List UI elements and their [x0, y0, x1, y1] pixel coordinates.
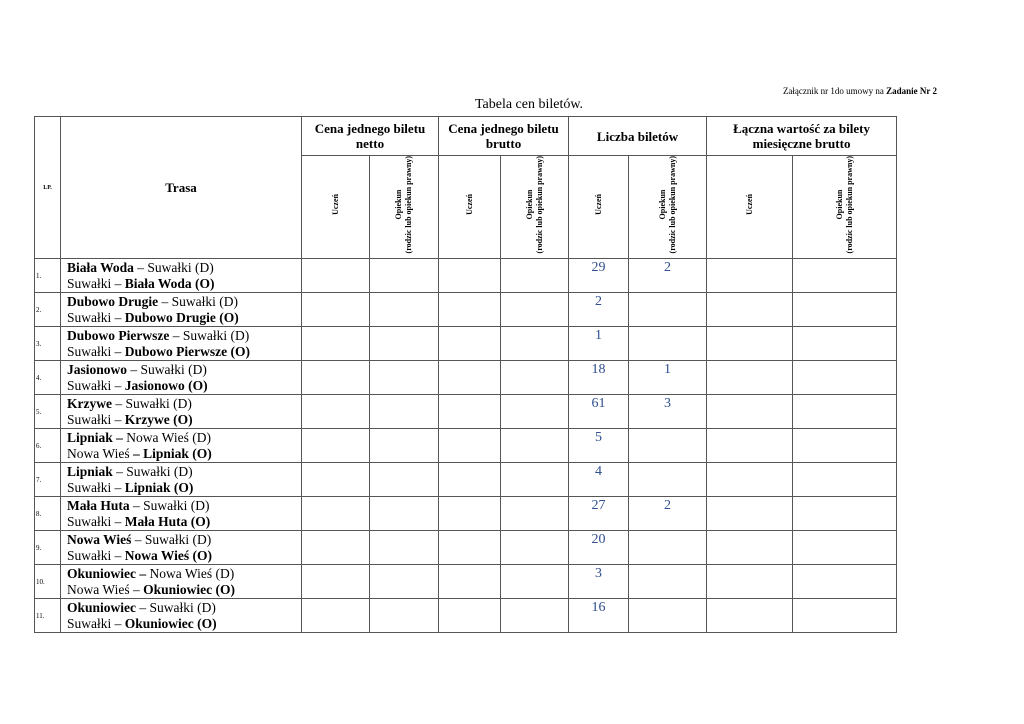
row-number: 2.: [35, 293, 61, 327]
header-row-groups: [35, 117, 897, 156]
count-opiekun-cell: 2: [629, 259, 707, 293]
brutto-uczen-cell: [439, 259, 501, 293]
route-return: [67, 310, 301, 326]
route-cell: [61, 361, 302, 395]
route-cell: [61, 293, 302, 327]
netto-uczen-cell: [302, 293, 370, 327]
route-segment: Suwałki –: [67, 514, 125, 530]
route-segment: Suwałki –: [67, 276, 125, 292]
row-number: 9.: [35, 531, 61, 565]
route-segment: Suwałki –: [67, 310, 125, 326]
table-row: [35, 395, 897, 429]
netto-uczen-cell: [302, 327, 370, 361]
route-segment: Krzywe: [67, 396, 112, 412]
netto-opiekun-cell: [370, 293, 439, 327]
table-row: [35, 259, 897, 293]
annex-task: Zadanie Nr 2: [886, 86, 937, 96]
row-number: 4.: [35, 361, 61, 395]
annex-prefix: Załącznik nr 1do umowy na: [782, 86, 887, 96]
netto-opiekun-cell: [370, 259, 439, 293]
netto-uczen-cell: [302, 599, 370, 633]
brutto-opiekun-cell: [501, 395, 569, 429]
route-cell: [61, 463, 302, 497]
netto-uczen-cell: [302, 531, 370, 565]
count-uczen-cell: 3: [569, 565, 629, 599]
count-uczen-cell: 61: [569, 395, 629, 429]
route-segment: Biała Woda: [67, 260, 134, 276]
route-cell: [61, 259, 302, 293]
count-opiekun-cell: 1: [629, 361, 707, 395]
route-segment: – Suwałki (D): [158, 294, 239, 310]
table-row: [35, 599, 897, 633]
route-outbound: [67, 600, 301, 616]
subheader-count-uczen: Uczeń: [569, 156, 629, 259]
brutto-opiekun-cell: [501, 565, 569, 599]
brutto-uczen-cell: [439, 565, 501, 599]
route-segment: Suwałki –: [67, 480, 125, 496]
brutto-uczen-cell: [439, 361, 501, 395]
total-uczen-cell: [707, 429, 793, 463]
route-segment: Dubowo Drugie: [67, 294, 159, 310]
table-row: [35, 293, 897, 327]
route-segment: – Lipniak (O): [132, 446, 212, 462]
total-uczen-cell: [707, 599, 793, 633]
netto-uczen-cell: [302, 361, 370, 395]
annex-note: [0, 86, 937, 96]
route-segment: Okuniowiec (O): [143, 582, 235, 598]
route-cell: [61, 429, 302, 463]
route-segment: Okuniowiec: [67, 600, 137, 616]
brutto-opiekun-cell: [501, 361, 569, 395]
route-return: [67, 616, 301, 632]
route-outbound: [67, 260, 301, 276]
count-opiekun-cell: 2: [629, 497, 707, 531]
netto-opiekun-cell: [370, 429, 439, 463]
netto-uczen-cell: [302, 565, 370, 599]
route-segment: Okuniowiec (O): [124, 616, 217, 632]
route-segment: – Suwałki (D): [129, 498, 210, 514]
row-number: 3.: [35, 327, 61, 361]
route-segment: – Suwałki (D): [136, 600, 216, 616]
route-cell: [61, 531, 302, 565]
count-uczen-cell: 4: [569, 463, 629, 497]
route-outbound: [67, 464, 301, 480]
route-cell: [61, 327, 302, 361]
brutto-opiekun-cell: [501, 259, 569, 293]
total-uczen-cell: [707, 395, 793, 429]
count-uczen-cell: 16: [569, 599, 629, 633]
route-segment: – Suwałki (D): [127, 362, 207, 378]
route-outbound: [67, 294, 301, 310]
brutto-opiekun-cell: [501, 531, 569, 565]
netto-opiekun-cell: [370, 497, 439, 531]
total-opiekun-cell: [793, 565, 897, 599]
brutto-opiekun-cell: [501, 327, 569, 361]
route-segment: – Suwałki (D): [112, 464, 193, 480]
header-ticket-count: Liczba biletów: [569, 117, 707, 156]
route-segment: – Suwałki (D): [111, 396, 192, 412]
total-uczen-cell: [707, 293, 793, 327]
header-price-brutto: Cena jednego biletu brutto: [439, 117, 569, 156]
route-segment: Lipniak: [67, 464, 113, 480]
route-cell: [61, 599, 302, 633]
route-segment: Dubowo Pierwsze: [67, 328, 170, 344]
route-segment: Nowa Wieś (D): [122, 430, 211, 446]
header-price-netto: Cena jednego biletu netto: [302, 117, 439, 156]
brutto-opiekun-cell: [501, 293, 569, 327]
route-segment: Lipniak (O): [124, 480, 194, 496]
count-opiekun-cell: 3: [629, 395, 707, 429]
count-uczen-cell: 5: [569, 429, 629, 463]
header-lp: LP.: [35, 117, 61, 259]
route-segment: Suwałki –: [67, 344, 125, 360]
total-opiekun-cell: [793, 395, 897, 429]
count-opiekun-cell: [629, 429, 707, 463]
total-opiekun-cell: [793, 599, 897, 633]
netto-opiekun-cell: [370, 599, 439, 633]
netto-opiekun-cell: [370, 395, 439, 429]
brutto-uczen-cell: [439, 463, 501, 497]
route-outbound: [67, 396, 301, 412]
route-segment: Suwałki –: [67, 412, 125, 428]
count-opiekun-cell: [629, 531, 707, 565]
route-outbound: [67, 362, 301, 378]
route-cell: [61, 497, 302, 531]
netto-opiekun-cell: [370, 361, 439, 395]
route-segment: – Suwałki (D): [169, 328, 250, 344]
route-outbound: [67, 532, 301, 548]
route-segment: Dubowo Drugie (O): [124, 310, 239, 326]
table-row: [35, 497, 897, 531]
route-segment: Dubowo Pierwsze (O): [124, 344, 250, 360]
row-number: 6.: [35, 429, 61, 463]
total-uczen-cell: [707, 497, 793, 531]
netto-uczen-cell: [302, 463, 370, 497]
count-uczen-cell: 29: [569, 259, 629, 293]
route-return: [67, 514, 301, 530]
route-segment: Okuniowiec –: [67, 566, 147, 582]
netto-opiekun-cell: [370, 327, 439, 361]
total-uczen-cell: [707, 361, 793, 395]
count-opiekun-cell: [629, 599, 707, 633]
row-number: 7.: [35, 463, 61, 497]
netto-uczen-cell: [302, 429, 370, 463]
route-cell: [61, 565, 302, 599]
brutto-uczen-cell: [439, 531, 501, 565]
subheader-total-uczen: Uczeń: [707, 156, 793, 259]
route-segment: Lipniak –: [67, 430, 123, 446]
total-opiekun-cell: [793, 429, 897, 463]
total-uczen-cell: [707, 531, 793, 565]
count-opiekun-cell: [629, 293, 707, 327]
row-number: 10.: [35, 565, 61, 599]
route-return: [67, 378, 301, 394]
route-return: [67, 480, 301, 496]
route-segment: Mała Huta: [67, 498, 130, 514]
route-segment: – Suwałki (D): [133, 260, 214, 276]
total-uczen-cell: [707, 463, 793, 497]
table-row: [35, 361, 897, 395]
subheader-total-opiekun: Opiekun (rodzic lub opiekun prawny): [793, 156, 897, 259]
table-row: [35, 463, 897, 497]
count-uczen-cell: 27: [569, 497, 629, 531]
total-opiekun-cell: [793, 531, 897, 565]
total-opiekun-cell: [793, 497, 897, 531]
count-opiekun-cell: [629, 327, 707, 361]
total-uczen-cell: [707, 327, 793, 361]
total-opiekun-cell: [793, 293, 897, 327]
route-return: [67, 446, 301, 462]
table-row: [35, 327, 897, 361]
table-row: [35, 565, 897, 599]
netto-uczen-cell: [302, 395, 370, 429]
brutto-uczen-cell: [439, 599, 501, 633]
route-segment: Nowa Wieś –: [67, 582, 144, 598]
route-segment: Krzywe (O): [124, 412, 193, 428]
row-number: 1.: [35, 259, 61, 293]
route-segment: Suwałki –: [67, 616, 125, 632]
route-outbound: [67, 328, 301, 344]
total-uczen-cell: [707, 259, 793, 293]
route-outbound: [67, 498, 301, 514]
count-uczen-cell: 20: [569, 531, 629, 565]
subheader-netto-uczen: Uczeń: [302, 156, 370, 259]
count-uczen-cell: 1: [569, 327, 629, 361]
subheader-brutto-uczen: Uczeń: [439, 156, 501, 259]
table-caption: Tabela cen biletów.: [474, 97, 584, 112]
count-opiekun-cell: [629, 565, 707, 599]
count-uczen-cell: 18: [569, 361, 629, 395]
brutto-uczen-cell: [439, 497, 501, 531]
total-opiekun-cell: [793, 327, 897, 361]
route-segment: Nowa Wieś (O): [124, 548, 213, 564]
brutto-opiekun-cell: [501, 429, 569, 463]
subheader-netto-opiekun: Opiekun (rodzic lub opiekun prawny): [370, 156, 439, 259]
row-number: 8.: [35, 497, 61, 531]
netto-opiekun-cell: [370, 565, 439, 599]
route-return: [67, 582, 301, 598]
route-segment: Suwałki –: [67, 548, 125, 564]
table-row: [35, 531, 897, 565]
route-segment: Biała Woda (O): [124, 276, 215, 292]
brutto-uczen-cell: [439, 395, 501, 429]
total-opiekun-cell: [793, 361, 897, 395]
route-return: [67, 344, 301, 360]
brutto-uczen-cell: [439, 429, 501, 463]
row-number: 5.: [35, 395, 61, 429]
netto-opiekun-cell: [370, 463, 439, 497]
subheader-count-opiekun: Opiekun (rodzic lub opiekun prawny): [629, 156, 707, 259]
netto-uczen-cell: [302, 497, 370, 531]
route-segment: Nowa Wieś: [67, 532, 132, 548]
table-row: [35, 429, 897, 463]
route-outbound: [67, 430, 301, 446]
route-cell: [61, 395, 302, 429]
route-segment: Suwałki –: [67, 378, 125, 394]
count-uczen-cell: 2: [569, 293, 629, 327]
row-number: 11.: [35, 599, 61, 633]
route-return: [67, 276, 301, 292]
brutto-uczen-cell: [439, 327, 501, 361]
count-opiekun-cell: [629, 463, 707, 497]
netto-opiekun-cell: [370, 531, 439, 565]
brutto-uczen-cell: [439, 293, 501, 327]
header-trasa: Trasa: [61, 117, 302, 259]
brutto-opiekun-cell: [501, 497, 569, 531]
total-opiekun-cell: [793, 259, 897, 293]
route-return: [67, 548, 301, 564]
route-segment: Mała Huta (O): [124, 514, 211, 530]
subheader-brutto-opiekun: Opiekun (rodzic lub opiekun prawny): [501, 156, 569, 259]
ticket-price-table: [34, 116, 897, 633]
brutto-opiekun-cell: [501, 599, 569, 633]
total-opiekun-cell: [793, 463, 897, 497]
route-segment: Jasionowo: [67, 362, 128, 378]
route-outbound: [67, 566, 301, 582]
total-uczen-cell: [707, 565, 793, 599]
route-segment: Nowa Wieś: [67, 446, 133, 462]
header-total-value: Łączna wartość za bilety miesięczne brutto: [707, 117, 897, 156]
netto-uczen-cell: [302, 259, 370, 293]
route-segment: Jasionowo (O): [124, 378, 208, 394]
route-segment: Nowa Wieś (D): [146, 566, 235, 582]
brutto-opiekun-cell: [501, 463, 569, 497]
route-segment: – Suwałki (D): [131, 532, 212, 548]
route-return: [67, 412, 301, 428]
